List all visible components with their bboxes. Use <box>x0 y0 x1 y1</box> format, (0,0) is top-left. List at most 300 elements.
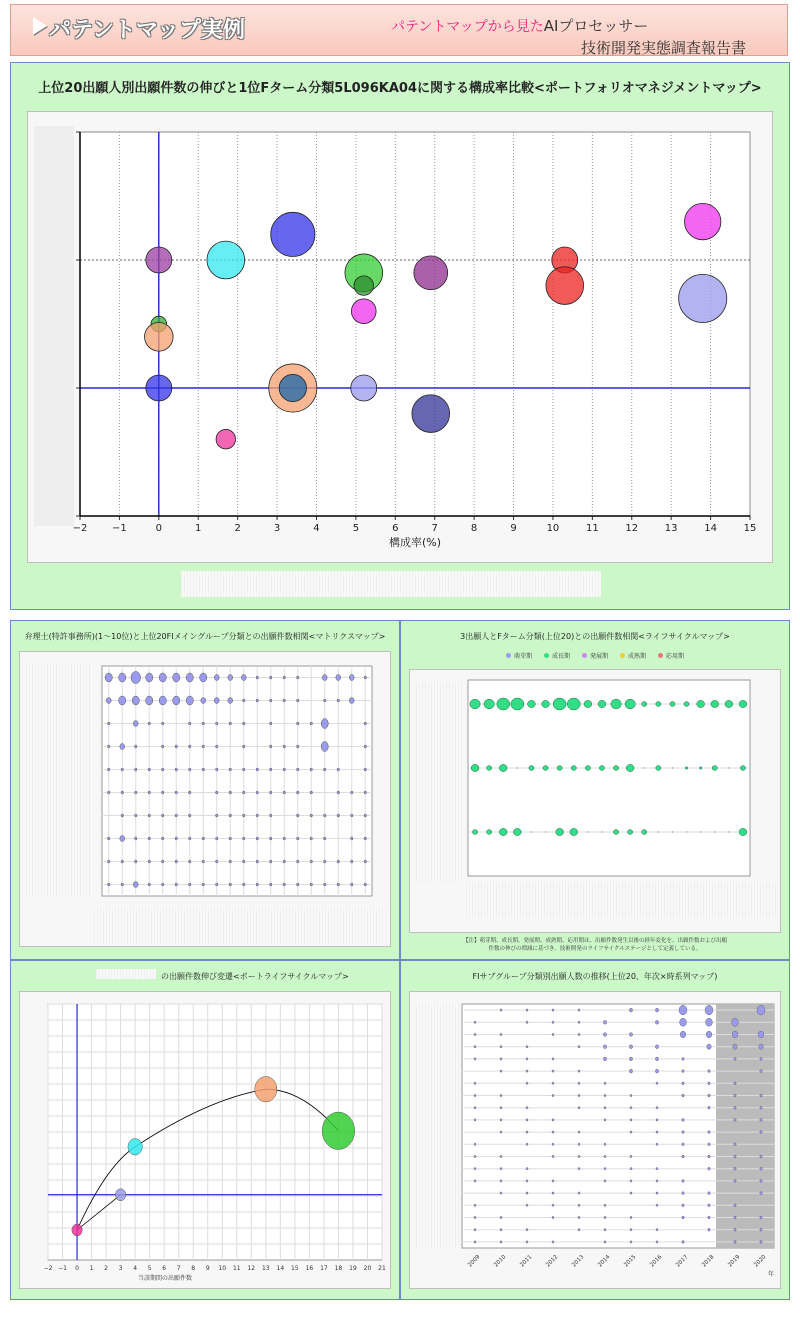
pl-tick-label: 19 <box>349 1265 357 1272</box>
legend-label: 成長期 <box>551 653 570 660</box>
subtitle-ai: AIプロセッサー <box>543 17 649 35</box>
x-tick-label: −1 <box>112 523 127 534</box>
ts-bubble <box>578 1094 580 1096</box>
matrix-bubble <box>175 768 177 771</box>
matrix-bubble <box>189 837 191 840</box>
ts-bubble <box>655 1045 658 1049</box>
ts-bubble <box>552 1009 554 1011</box>
ts-bubble <box>604 1119 606 1121</box>
ts-bubble <box>526 1046 528 1048</box>
x-tick-label: 15 <box>743 523 757 534</box>
ts-bubble <box>474 1168 476 1170</box>
matrix-bubble <box>364 791 366 794</box>
ts-bubble <box>682 1155 684 1158</box>
x-tick-label: 2 <box>234 523 241 534</box>
x-tick-label: 1 <box>195 523 202 534</box>
ts-bubble <box>760 1070 762 1073</box>
ts-year-label: 2020 <box>753 1254 768 1269</box>
ts-bubble <box>630 1216 632 1218</box>
ts-bubble <box>578 1192 580 1194</box>
matrix-bubble <box>310 791 312 794</box>
lifecycle-bubble <box>499 764 507 771</box>
x-tick-label: 8 <box>470 523 478 534</box>
matrix-bubble <box>148 814 150 817</box>
ts-bubble <box>732 1018 739 1026</box>
ts-bubble <box>629 1008 632 1012</box>
bubble <box>271 212 315 256</box>
matrix-bubble <box>337 699 339 702</box>
lifecycle-bubble <box>625 699 635 709</box>
lifecycle-bubble <box>699 767 702 769</box>
lifecycle-dot <box>517 767 518 768</box>
matrix-bubble <box>135 745 137 748</box>
lifecycle-bubble <box>642 830 647 835</box>
lifecycle-dot <box>658 831 659 832</box>
ts-bubble <box>629 1033 632 1037</box>
ts-bubble <box>578 1168 580 1170</box>
x-tick-label: 13 <box>664 523 678 534</box>
matrix-bubble <box>351 860 353 863</box>
matrix-bubble <box>283 699 285 702</box>
legend-marker <box>582 653 587 658</box>
x-tick-label: 12 <box>625 523 639 534</box>
lifecycle-bubble <box>471 764 479 771</box>
ts-bubble <box>706 1031 712 1038</box>
matrix-bubble <box>229 883 231 886</box>
matrix-bubble <box>105 673 112 682</box>
matrix-bubble <box>148 883 150 886</box>
matrix-bubble <box>283 837 285 840</box>
ts-bubble <box>708 1143 710 1146</box>
matrix-bubble <box>173 673 180 682</box>
lifecycle-bubble <box>642 702 647 707</box>
matrix-bubble <box>175 814 177 817</box>
pl-tick-label: 1 <box>89 1265 94 1272</box>
pl-tick-label: 5 <box>147 1265 152 1272</box>
ts-bubble <box>526 1204 528 1206</box>
matrix-bubble <box>229 860 231 863</box>
timeseries-chart-box <box>409 991 781 1289</box>
matrix-bubble <box>243 768 245 771</box>
matrix-bubble <box>297 883 299 886</box>
matrix-bubble <box>229 791 231 794</box>
matrix-bubble <box>119 673 126 682</box>
matrix-bubble <box>364 860 366 863</box>
ts-bubble <box>578 1204 580 1206</box>
matrix-bubble <box>297 699 299 702</box>
ts-bubble <box>526 1082 528 1084</box>
matrix-bubble <box>202 837 204 840</box>
ts-bubble <box>655 1069 658 1073</box>
matrix-bubble <box>108 768 110 771</box>
ts-bubble <box>474 1180 476 1182</box>
matrix-bubble <box>202 883 204 886</box>
matrix-bubble <box>310 837 312 840</box>
ts-bubble <box>760 1155 762 1158</box>
ts-bubble <box>708 1204 710 1207</box>
ts-bubble <box>760 1131 762 1134</box>
matrix-bubble <box>201 698 206 704</box>
ts-bubble <box>708 1094 710 1097</box>
ts-bubble <box>705 1005 713 1015</box>
ts-bubble <box>500 1192 502 1194</box>
timeseries-panel <box>400 960 790 1300</box>
lifecycle-bubble <box>585 766 590 771</box>
ts-bubble <box>604 1168 606 1170</box>
x-tick-label: 9 <box>510 523 517 534</box>
matrix-bubble <box>324 837 326 840</box>
matrix-bubble <box>135 791 137 794</box>
matrix-bubble <box>108 883 110 886</box>
bubble <box>412 395 450 433</box>
lifecycle-bubble <box>584 700 592 707</box>
pl-tick-label: 18 <box>334 1265 343 1272</box>
matrix-bubble <box>283 883 285 886</box>
ts-bubble <box>682 1118 684 1121</box>
matrix-bubble <box>336 675 341 681</box>
matrix-bubble <box>216 722 218 725</box>
matrix-bubble <box>256 860 258 863</box>
bubble <box>351 375 377 401</box>
legend-marker <box>544 653 549 658</box>
ts-year-label: 2018 <box>701 1254 716 1269</box>
legend-label: 応用期 <box>666 653 685 660</box>
ts-bubble <box>500 1058 502 1060</box>
lifecycle-panel <box>400 620 790 960</box>
lifecycle-bubble <box>567 698 580 710</box>
matrix-bubble <box>270 699 272 702</box>
matrix-bubble <box>200 673 207 682</box>
matrix-bubble <box>189 860 191 863</box>
lifecycle-bubble <box>513 828 521 835</box>
ts-bubble <box>760 1216 762 1219</box>
bubble <box>279 374 306 401</box>
ts-bubble <box>630 1094 632 1096</box>
pl-tick-label: −2 <box>43 1265 53 1272</box>
matrix-bubble <box>119 696 126 705</box>
lifecycle-dot <box>686 831 687 832</box>
lifecycle-dot <box>644 767 645 768</box>
lifecycle-bubble <box>711 700 719 707</box>
matrix-bubble <box>216 791 218 794</box>
ts-bubble <box>578 1229 580 1231</box>
matrix-bubble <box>364 768 366 771</box>
x-tick-label: 5 <box>352 523 360 534</box>
ts-bubble <box>526 1229 528 1231</box>
matrix-bubble <box>337 791 339 794</box>
bubble <box>146 247 172 273</box>
ts-bubble <box>629 1045 632 1049</box>
ts-bubble <box>526 1143 528 1145</box>
matrix-bubble <box>135 837 137 840</box>
lifecycle-dot <box>545 831 546 832</box>
matrix-bubble <box>270 837 272 840</box>
ts-bubble <box>604 1204 606 1206</box>
main-chart-svg <box>28 112 774 564</box>
ts-bubble <box>578 1107 580 1109</box>
matrix-bubble <box>108 722 110 725</box>
matrix-bubble <box>133 882 138 888</box>
ts-bubble <box>526 1241 528 1243</box>
matrix-bubble <box>270 768 272 771</box>
lifecycle-bubble <box>543 766 548 771</box>
ts-bubble <box>604 1216 606 1218</box>
lifecycle-bubble <box>571 766 576 771</box>
ts-bubble <box>656 1204 658 1206</box>
legend-item <box>506 653 532 660</box>
matrix-bubble <box>135 860 137 863</box>
matrix-bubble <box>364 883 366 886</box>
ts-bubble <box>578 1070 580 1072</box>
matrix-bubble <box>108 860 110 863</box>
lifecycle-dot <box>672 831 673 832</box>
ts-bubble <box>629 1069 632 1073</box>
matrix-bubble <box>175 791 177 794</box>
lifecycle-bubble <box>685 767 688 769</box>
lifecycle-bubble <box>529 766 534 771</box>
ts-bubble <box>474 1216 476 1218</box>
lifecycle-bubble <box>470 699 480 709</box>
lifecycle-bubble <box>613 830 618 835</box>
pl-tick-label: 11 <box>232 1265 241 1272</box>
ts-bubble <box>630 1107 632 1109</box>
matrix-bubble <box>189 745 191 748</box>
ts-bubble <box>603 1033 606 1037</box>
matrix-bubble <box>121 883 123 886</box>
legend-label: 萌芽期 <box>513 653 532 660</box>
matrix-bubble <box>324 699 326 702</box>
ts-bubble <box>680 1018 687 1026</box>
lifecycle-bubble <box>684 702 689 707</box>
ts-bubble <box>656 1229 658 1231</box>
matrix-bubble <box>133 721 138 727</box>
matrix-bubble <box>186 696 193 705</box>
ts-bubble <box>679 1005 687 1015</box>
ts-bubble <box>604 1180 606 1182</box>
ts-bubble <box>604 1155 606 1157</box>
matrix-bubble <box>216 883 218 886</box>
matrix-bubble <box>148 722 150 725</box>
matrix-bubble <box>270 791 272 794</box>
matrix-bubble <box>297 837 299 840</box>
ts-bubble <box>552 1216 554 1218</box>
ts-bubble <box>682 1179 684 1182</box>
pl-bubble <box>255 1076 277 1102</box>
ts-bubble <box>474 1082 476 1084</box>
lifecycle-note: 【注】萌芽期、成長期、発展期、成熟期、応用期は、出願件数発生以後の経年変化を、出願件数および出願件数の伸びの増減に基づき、技術開発のライフサイクルステージとして定義している。 <box>462 938 727 952</box>
ts-bubble <box>656 1119 658 1121</box>
lifecycle-bubble <box>497 698 510 710</box>
lifecycle-chart-box <box>409 669 781 933</box>
x-tick-label: 4 <box>313 523 320 534</box>
ts-bubble <box>526 1131 528 1133</box>
lifecycle-dot <box>714 831 715 832</box>
matrix-bubble <box>216 768 218 771</box>
ts-bubble <box>682 1070 684 1073</box>
ts-bubble <box>708 1228 710 1231</box>
bubble <box>145 323 174 352</box>
ts-bubble <box>500 1180 502 1182</box>
matrix-bubble <box>270 814 272 817</box>
lifecycle-dot <box>672 767 673 768</box>
ts-bubble <box>630 1241 632 1243</box>
lifecycle-bubble <box>670 702 675 707</box>
matrix-bubble <box>364 722 366 725</box>
ts-bubble <box>656 1143 658 1145</box>
ts-bubble <box>578 1216 580 1218</box>
ts-bubble <box>578 1033 580 1035</box>
pl-tick-label: 10 <box>218 1265 227 1272</box>
ts-bubble <box>552 1033 554 1035</box>
port-lifecycle-chart-svg <box>20 992 392 1290</box>
ts-bubble <box>474 1229 476 1231</box>
matrix-bubble <box>175 860 177 863</box>
lifecycle-bubble <box>553 698 566 710</box>
ts-bubble <box>734 1179 736 1182</box>
ts-bubble <box>757 1005 765 1015</box>
lifecycle-row-labels <box>416 682 462 882</box>
ts-bubble <box>630 1229 632 1231</box>
ts-year-label: 2012 <box>545 1254 560 1269</box>
main-chart-caption-area <box>181 571 601 597</box>
matrix-bubble <box>162 768 164 771</box>
ts-bubble <box>552 1143 554 1145</box>
ts-year-label: 2010 <box>493 1254 508 1269</box>
lifecycle-bubble <box>712 766 717 771</box>
lifecycle-bubble <box>556 828 564 835</box>
x-tick-label: 10 <box>546 523 560 534</box>
ts-bubble <box>760 1192 762 1195</box>
lifecycle-bubble <box>725 700 733 707</box>
lifecycle-bubble <box>626 764 634 771</box>
ts-bubble <box>708 1082 710 1085</box>
ts-bubble <box>682 1216 684 1219</box>
pl-tick-label: 13 <box>262 1265 270 1272</box>
matrix-bubble <box>256 837 258 840</box>
ts-bubble <box>682 1204 684 1207</box>
matrix-bubble <box>228 675 233 681</box>
ts-bubble <box>734 1094 736 1097</box>
ts-bubble <box>706 1018 713 1026</box>
matrix-bubble <box>241 675 246 681</box>
matrix-bubble <box>120 836 125 842</box>
ts-bubble <box>604 1094 606 1096</box>
ts-bubble <box>578 1143 580 1145</box>
ts-bubble <box>500 1033 502 1035</box>
ts-bubble <box>734 1167 736 1170</box>
arrow-icon <box>33 17 47 35</box>
ts-bubble <box>708 1155 710 1158</box>
ts-bubble <box>734 1155 736 1158</box>
ts-year-label: 2015 <box>623 1254 638 1269</box>
ts-bubble <box>552 1119 554 1121</box>
ts-bubble <box>552 1021 554 1023</box>
matrix-bubble <box>256 676 258 679</box>
ts-bubble <box>758 1031 764 1038</box>
matrix-bubble <box>283 791 285 794</box>
pl-tick-label: 20 <box>363 1265 372 1272</box>
matrix-bubble <box>148 860 150 863</box>
ts-bubble <box>630 1180 632 1182</box>
ts-bubble <box>682 1192 684 1195</box>
lifecycle-bubble <box>628 830 633 835</box>
matrix-bubble <box>351 837 353 840</box>
matrix-bubble <box>270 883 272 886</box>
ts-bubble <box>500 1168 502 1170</box>
ts-bubble <box>526 1119 528 1121</box>
matrix-bubble <box>243 883 245 886</box>
bubble <box>685 203 721 239</box>
matrix-bubble <box>270 745 272 748</box>
lifecycle-bubble <box>472 830 477 835</box>
lifecycle-bubble <box>656 702 661 707</box>
lifecycle-bubble <box>511 698 524 710</box>
lifecycle-bubble <box>739 828 747 835</box>
matrix-bubble <box>256 699 258 702</box>
legend-label: 成熟期 <box>628 653 647 660</box>
pl-bubble <box>128 1139 142 1156</box>
matrix-bubble <box>121 791 123 794</box>
ts-year-label: 2017 <box>675 1254 690 1269</box>
ts-bubble <box>500 1216 502 1218</box>
pl-tick-label: 4 <box>133 1265 138 1272</box>
x-tick-label: 3 <box>273 523 281 534</box>
matrix-bubble <box>202 768 204 771</box>
matrix-bubble <box>349 675 354 681</box>
matrix-bubble <box>186 673 193 682</box>
matrix-bubble <box>351 791 353 794</box>
matrix-bubble <box>146 673 153 682</box>
matrix-bubble <box>189 791 191 794</box>
matrix-bubble <box>364 837 366 840</box>
ts-bubble <box>474 1046 476 1048</box>
legend-item <box>544 653 570 660</box>
lifecycle-bubble <box>656 766 661 771</box>
matrix-bubble <box>270 676 272 679</box>
matrix-bubble <box>364 676 366 679</box>
matrix-bubble <box>229 814 231 817</box>
matrix-bubble <box>202 722 204 725</box>
matrix-bubble <box>162 860 164 863</box>
ts-bubble <box>500 1229 502 1231</box>
bubble <box>207 241 245 279</box>
matrix-bubble <box>108 791 110 794</box>
ts-bubble <box>760 1118 762 1121</box>
ts-bubble <box>655 1057 658 1061</box>
matrix-bubble <box>159 696 166 705</box>
matrix-bubble <box>216 814 218 817</box>
ts-bubble <box>734 1118 736 1121</box>
ts-bubble <box>733 1044 737 1049</box>
lifecycle-bubble <box>484 699 494 709</box>
ts-bubble <box>734 1216 736 1219</box>
legend-marker <box>658 653 663 658</box>
ts-bubble <box>734 1106 736 1109</box>
x-tick-label: 0 <box>155 523 163 534</box>
bubble <box>354 276 374 296</box>
ts-bubble <box>552 1180 554 1182</box>
bubble <box>414 256 448 290</box>
ts-bubble <box>682 1094 684 1097</box>
matrix-bubble <box>243 837 245 840</box>
ts-bubble <box>759 1044 763 1049</box>
lifecycle-dot <box>587 831 588 832</box>
ts-bubble <box>474 1033 476 1035</box>
lifecycle-bubble <box>611 699 621 709</box>
ts-bubble <box>682 1143 684 1146</box>
matrix-bubble <box>214 698 219 704</box>
matrix-bubble <box>324 860 326 863</box>
